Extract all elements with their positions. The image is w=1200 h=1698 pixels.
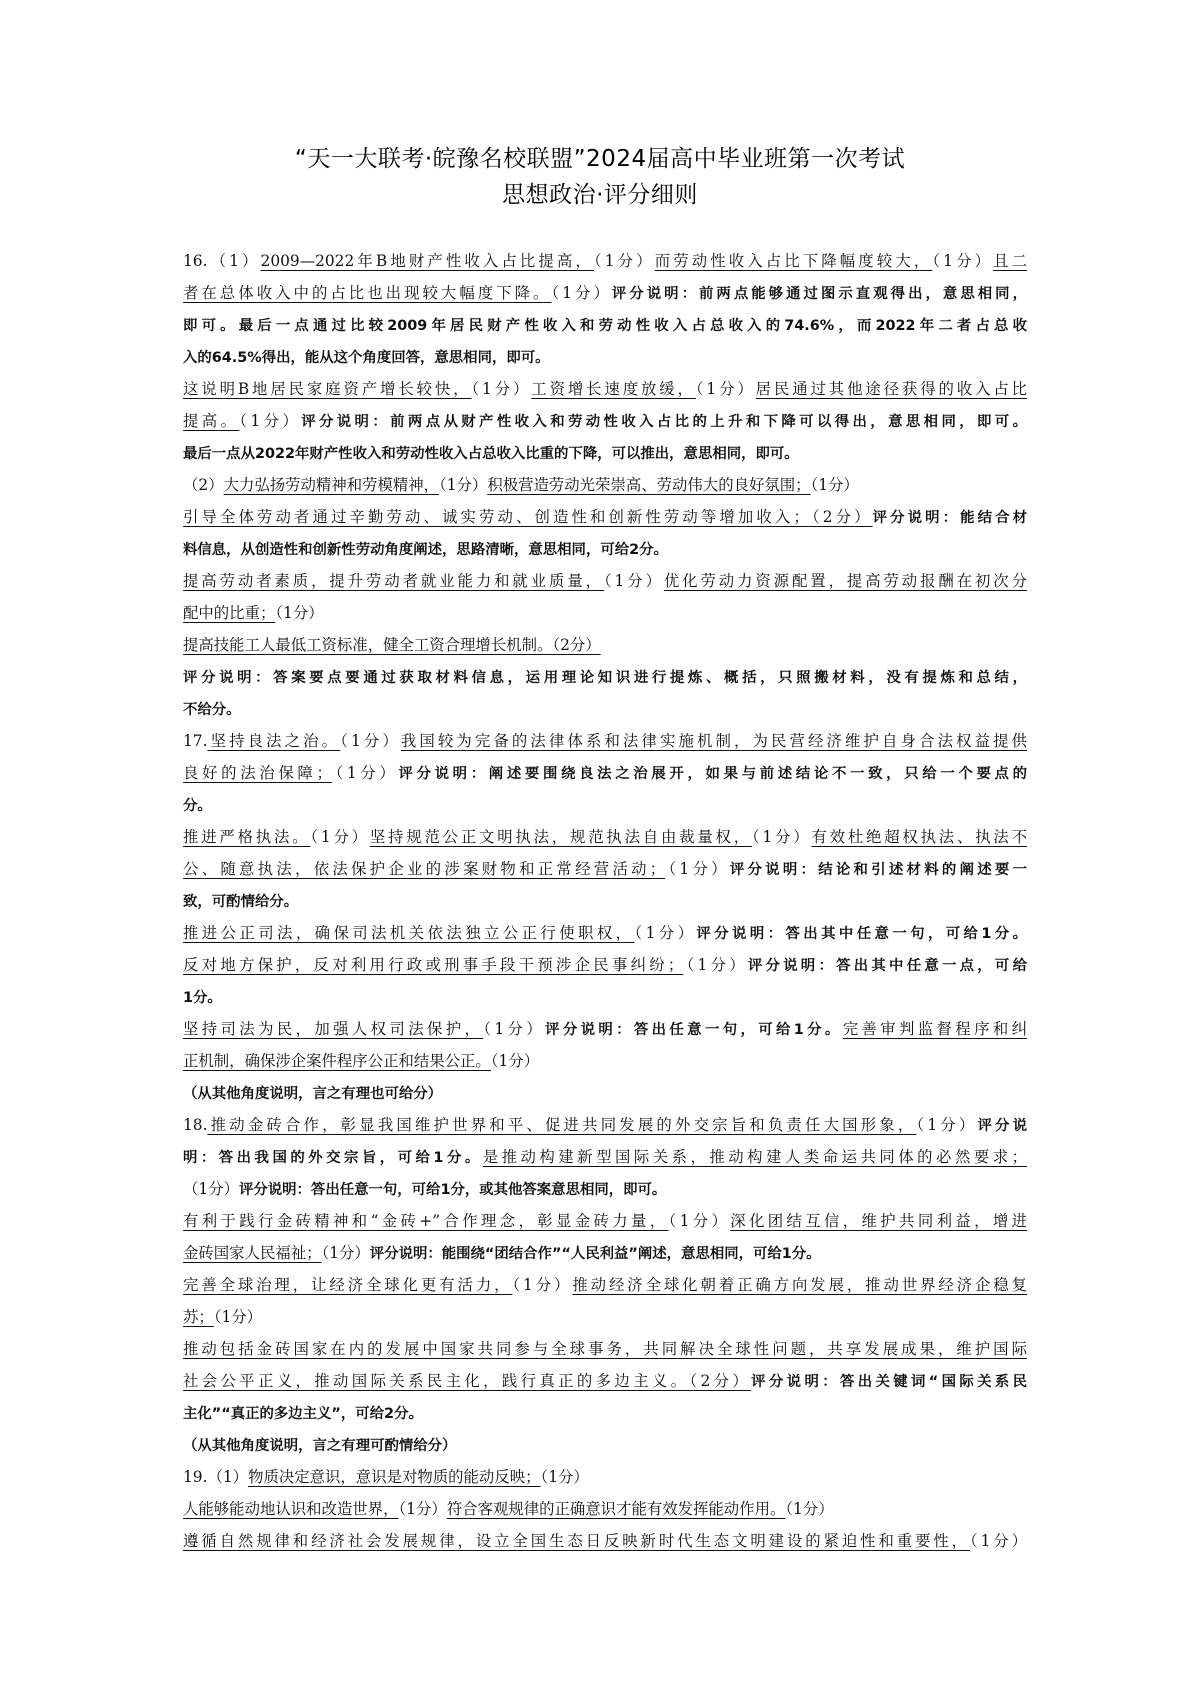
line-text: 16.（1）: [183, 252, 261, 270]
line-text: （1分）: [603, 572, 664, 590]
text-line: [183, 661, 1027, 693]
scoring-note: 即可。最后一点通过比较2009年居民财产性收入和劳动性收入占总收入的74.6%，而2022年二者占总收: [183, 318, 1027, 334]
answer-point: 物质决定意识，意识是对物质的能动反映；: [248, 1468, 541, 1486]
text-line: [183, 1461, 1027, 1493]
answer-point: 遵循自然规律和经济社会发展规律，设立全国生态日反映新时代生态文明建设的紧迫性和重要性，: [183, 1532, 970, 1550]
scoring-note: 最后一点从2022年财产性收入和劳动性收入占总收入比重的下降，可以推出，意思相同，即可。: [183, 446, 799, 462]
line-text: （1分）: [695, 380, 756, 398]
text-line: [183, 533, 1027, 565]
line-text: （1分）: [490, 1052, 540, 1070]
text-line: [183, 565, 1027, 597]
line-text: （1分）: [331, 764, 399, 782]
scoring-note: 评分说明：答案要点要通过获取材料信息，运用理论知识进行提炼、概括，只照搬材料，没有提炼和总结，: [183, 670, 1027, 686]
scoring-note: 料信息，从创造性和创新性劳动角度阐述，思路清晰，意思相同，可给2分。: [183, 542, 668, 558]
answer-point: 公、随意执法，依法保护企业的涉案财物和正常经营活动；: [183, 860, 666, 878]
answer-point: 坚持规范公正文明执法，规范执法自由裁量权，: [369, 828, 752, 846]
answer-point: 有利于践行金砖精神和“金砖+”合作理念，彰显金砖力量，: [183, 1212, 669, 1230]
scoring-note: 1分。: [183, 990, 222, 1006]
answer-point: 推动金砖合作，彰显我国维护世界和平、促进共同发展的外交宗旨和负责任大国形象，: [207, 1116, 917, 1134]
scoring-note: 评分说明：前两点能够通过图示直观得出，意思相同，: [611, 286, 1027, 302]
line-text: （1分）: [483, 1020, 546, 1038]
scoring-note: 评分说: [977, 1118, 1027, 1134]
answer-point: 推动经济全球化朝着正确方向发展，推动世界经济企稳复: [572, 1276, 1027, 1294]
text-line: [183, 373, 1027, 405]
answer-point: 良好的法治保障；: [183, 764, 332, 782]
answer-point: 推进公正司法，确保司法机关依法独立公正行使职权，: [183, 924, 635, 942]
scoring-note: 分。: [183, 798, 212, 814]
answer-point: 提高劳动者素质，提升劳动者就业能力和就业质量，: [183, 572, 604, 590]
scoring-note: 主化”“真正的多边主义”，可给2分。: [183, 1406, 423, 1422]
answer-point: 提高。: [183, 412, 240, 430]
text-line: [183, 1077, 1027, 1109]
text-line: [183, 949, 1027, 981]
answer-point: （2分）: [689, 1372, 752, 1390]
answer-point: 居民通过其他途径获得的收入占比: [755, 380, 1028, 398]
answer-point: 推进严格执法。: [183, 828, 311, 846]
answer-point: 配中的比重；: [183, 604, 276, 622]
text-line: [183, 1429, 1027, 1461]
text-line: [183, 309, 1027, 341]
scoring-note: 评分说明：结论和引述材料的阐述要一: [729, 862, 1027, 878]
answer-point: （2分）: [808, 508, 873, 526]
text-line: [183, 437, 1027, 469]
text-line: [183, 757, 1027, 789]
scoring-note: 评分说明：答出关键词“国际关系民: [751, 1374, 1027, 1390]
answer-point: 这说明B地居民家庭资产增长较快，: [183, 380, 472, 398]
text-line: [183, 341, 1027, 373]
line-text: （1分）: [810, 476, 859, 494]
line-text: （1分）: [471, 380, 532, 398]
text-line: [183, 693, 1027, 725]
scoring-note: 致，可酌情给分。: [183, 894, 299, 910]
answer-point: 坚持良法之治。: [207, 732, 341, 750]
answer-point: 引导全体劳动者通过辛勤劳动、诚实劳动、创造性和创新性劳动等增加收入；: [183, 508, 809, 526]
text-line: [183, 853, 1027, 885]
scoring-note: 评分说明：能结合材: [872, 510, 1027, 526]
answer-point: 完善全球治理，让经济全球化更有活力，: [183, 1276, 513, 1294]
line-text: （2）: [183, 476, 224, 494]
answer-point: 人能够能动地认识和改造世界，: [183, 1500, 399, 1518]
text-line: [183, 1045, 1027, 1077]
answer-point: 正机制，确保涉企案件程序公正和结果公正。: [183, 1052, 491, 1070]
answer-point: 大力弘扬劳动精神和劳模精神，: [223, 476, 440, 494]
text-line: [183, 981, 1027, 1013]
document-title: “天一大联考·皖豫名校联盟”2024届高中毕业班第一次考试: [294, 146, 906, 172]
line-text: （1分）: [183, 1180, 239, 1198]
text-line: [183, 1109, 1027, 1141]
scoring-note: （从其他角度说明，言之有理也可给分）: [183, 1086, 443, 1102]
answer-point: 有效杜绝超权执法、执法不: [811, 828, 1027, 846]
answer-point: 深化团结互信，维护共同利益，增进: [730, 1212, 1027, 1230]
line-text: 18.: [183, 1116, 208, 1134]
answer-point: （2分）: [552, 636, 601, 654]
text-line: [183, 885, 1027, 917]
text-line: [183, 405, 1027, 437]
text-line: [183, 1301, 1027, 1333]
line-text: （1分）: [916, 1116, 978, 1134]
text-line: [183, 597, 1027, 629]
text-line: [183, 1397, 1027, 1429]
text-line: [183, 821, 1027, 853]
line-text: （1分）: [540, 1468, 589, 1486]
answer-point: 2009—2022年B地财产性收入占比提高，: [260, 252, 594, 270]
answer-point: 积极营造劳动光荣崇高、劳动伟大的良好氛围；: [487, 476, 811, 494]
line-text: （1分）: [239, 412, 302, 430]
text-line: [183, 469, 1027, 501]
document-subtitle: 思想政治·评分细则: [502, 182, 698, 208]
line-text: （1分）: [751, 828, 812, 846]
answer-point: 社会公平正义，推动国际关系民主化，践行真正的多边主义。: [183, 1372, 690, 1390]
text-line: [183, 1269, 1027, 1301]
answer-point: 提高技能工人最低工资标准，健全工资合理增长机制。: [183, 636, 553, 654]
answer-point: 完善审判监督程序和纠: [842, 1020, 1027, 1038]
scoring-rules-body: [183, 245, 1027, 1557]
text-line: [183, 1205, 1027, 1237]
text-line: [183, 1237, 1027, 1269]
scoring-note: 评分说明：答出其中任意一句，可给1分。: [696, 926, 1028, 942]
text-line: [183, 1493, 1027, 1525]
line-text: （1分）: [512, 1276, 573, 1294]
text-line: [183, 789, 1027, 821]
text-line: [183, 917, 1027, 949]
answer-point: 反对地方保护，反对利用行政或刑事手段干预涉企民事纠纷；: [183, 956, 684, 974]
answer-point: 坚持司法为民，加强人权司法保护，: [183, 1020, 484, 1038]
line-text: 19.（1）: [183, 1468, 249, 1486]
line-text: （1分）: [665, 860, 730, 878]
line-text: （1分）: [593, 252, 655, 270]
line-text: （1分）: [340, 732, 401, 750]
text-line: [183, 1173, 1027, 1205]
text-line: [183, 245, 1027, 277]
answer-point: 苏；: [183, 1308, 214, 1326]
line-text: （1分）: [668, 1212, 731, 1230]
line-text: （1分）: [634, 924, 697, 942]
scoring-note: 评分说明：答出任意一句，可给1分。: [545, 1022, 843, 1038]
line-text: （1分）: [398, 1500, 447, 1518]
text-line: [183, 1525, 1027, 1557]
answer-point: 且二: [993, 252, 1027, 270]
text-line: [183, 277, 1027, 309]
answer-point: 金砖国家人民福祉；: [183, 1244, 322, 1262]
answer-point: 工资增长速度放缓，: [531, 380, 696, 398]
line-text: （1分）: [683, 956, 748, 974]
scoring-note: 评分说明：答出其中任意一点，可给: [747, 958, 1027, 974]
scoring-note: 入的64.5%得出，能从这个角度回答，意思相同，即可。: [183, 350, 550, 366]
text-line: [183, 1365, 1027, 1397]
line-text: （1分）: [213, 1308, 263, 1326]
line-text: （1分）: [439, 476, 488, 494]
answer-point: 者在总体收入中的占比也出现较大幅度下降。: [183, 284, 552, 302]
answer-point: 优化劳动力资源配置，提高劳动报酬在初次分: [663, 572, 1027, 590]
line-text: （1分）: [970, 1532, 1027, 1550]
scoring-note: 明：答出我国的外交宗旨，可给1分。: [183, 1150, 483, 1166]
answer-point: 而劳动性收入占比下降幅度较大，: [654, 252, 933, 270]
answer-point: 是推动构建新型国际关系，推动构建人类命运共同体的必然要求；: [482, 1148, 1027, 1166]
scoring-note: 不给分。: [183, 702, 241, 718]
answer-point: 我国较为完备的法律体系和法律实施机制，为民营经济维护自身合法权益提供: [400, 732, 1027, 750]
text-line: [183, 629, 1027, 661]
answer-point: 符合客观规律的正确意识才能有效发挥能动作用。: [446, 1500, 786, 1518]
line-text: 17.: [183, 732, 208, 750]
scoring-note: 评分说明：前两点从财产性收入和劳动性收入占比的上升和下降可以得出，意思相同，即可。: [301, 414, 1027, 430]
scoring-note: 评分说明：阐述要围绕良法之治展开，如果与前述结论不一致，只给一个要点的: [398, 766, 1027, 782]
text-line: [183, 725, 1027, 757]
text-line: [183, 1013, 1027, 1045]
text-line: [183, 501, 1027, 533]
scoring-note: 评分说明：能围绕“团结合作”“人民利益”阐述，意思相同，可给1分。: [369, 1246, 821, 1262]
scoring-note: （从其他角度说明，言之有理可酌情给分）: [183, 1438, 457, 1454]
scoring-note: 评分说明：答出任意一句，可给1分，或其他答案意思相同，即可。: [238, 1182, 667, 1198]
line-text: （1分）: [932, 252, 994, 270]
line-text: （1分）: [321, 1244, 370, 1262]
text-line: [183, 1141, 1027, 1173]
line-text: （1分）: [551, 284, 612, 302]
answer-point: 推动包括金砖国家在内的发展中国家共同参与全球事务，共同解决全球性问题，共享发展成果，维护国际: [183, 1340, 1027, 1358]
line-text: （1分）: [275, 604, 324, 622]
text-line: [183, 1333, 1027, 1365]
line-text: （1分）: [310, 828, 370, 846]
line-text: （1分）: [785, 1500, 834, 1518]
